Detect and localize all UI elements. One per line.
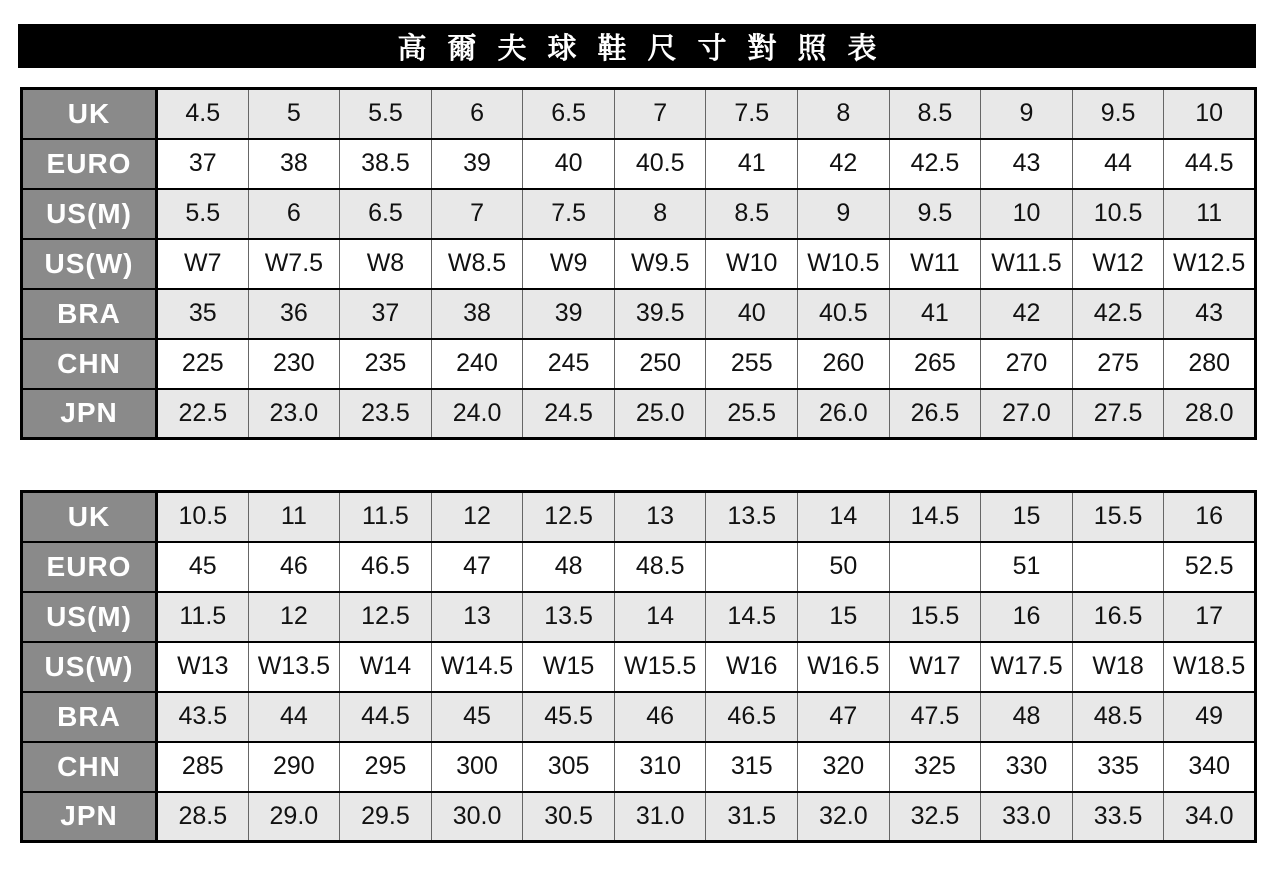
row-header-chn: CHN (22, 742, 157, 792)
size-cell (706, 542, 798, 592)
size-cell: 51 (981, 542, 1073, 592)
size-cell: 310 (614, 742, 706, 792)
size-cell: 245 (523, 339, 615, 389)
size-cell: 270 (981, 339, 1073, 389)
size-cell: 320 (798, 742, 890, 792)
size-cell: 10.5 (1072, 189, 1164, 239)
size-cell: 285 (157, 742, 249, 792)
size-cell: 31.5 (706, 792, 798, 842)
size-cell: 6.5 (340, 189, 432, 239)
size-cell: 230 (248, 339, 340, 389)
size-cell: 5.5 (340, 89, 432, 139)
size-cell: 11 (1164, 189, 1256, 239)
size-cell: 16 (981, 592, 1073, 642)
size-cell: 6 (431, 89, 523, 139)
table-row (22, 792, 1256, 842)
size-cell: W8.5 (431, 239, 523, 289)
size-cell: 25.0 (614, 389, 706, 439)
size-cell: W8 (340, 239, 432, 289)
size-cell: 43.5 (157, 692, 249, 742)
size-cell: W16.5 (798, 642, 890, 692)
size-cell: 46.5 (706, 692, 798, 742)
row-header-euro: EURO (22, 542, 157, 592)
size-cell: 52.5 (1164, 542, 1256, 592)
size-cell: W10 (706, 239, 798, 289)
size-cell: 12.5 (523, 492, 615, 542)
size-cell: W16 (706, 642, 798, 692)
row-header-us-m: US(M) (22, 592, 157, 642)
size-cell: 40.5 (798, 289, 890, 339)
size-cell: W18.5 (1164, 642, 1256, 692)
table-row (22, 339, 1256, 389)
size-cell: 45 (157, 542, 249, 592)
size-cell: 260 (798, 339, 890, 389)
size-cell: 26.0 (798, 389, 890, 439)
size-cell: 40 (706, 289, 798, 339)
size-cell: 7 (431, 189, 523, 239)
table-row (22, 642, 1256, 692)
size-cell: 46.5 (340, 542, 432, 592)
size-cell: 46 (614, 692, 706, 742)
size-cell: 305 (523, 742, 615, 792)
size-cell: 37 (157, 139, 249, 189)
size-cell: 47 (431, 542, 523, 592)
size-cell: 12 (248, 592, 340, 642)
size-cell: 240 (431, 339, 523, 389)
size-cell: 265 (889, 339, 981, 389)
size-cell: 40.5 (614, 139, 706, 189)
size-cell: W14 (340, 642, 432, 692)
size-cell: 39 (431, 139, 523, 189)
size-cell: 43 (1164, 289, 1256, 339)
size-cell: 48.5 (1072, 692, 1164, 742)
page-title: 高爾夫球鞋尺寸對照表 (397, 32, 898, 65)
size-cell: 8 (798, 89, 890, 139)
size-cell: 8.5 (706, 189, 798, 239)
size-cell: 250 (614, 339, 706, 389)
size-cell: 23.5 (340, 389, 432, 439)
size-cell: 41 (706, 139, 798, 189)
size-cell: 12 (431, 492, 523, 542)
size-cell: 22.5 (157, 389, 249, 439)
size-cell: 9 (798, 189, 890, 239)
size-cell: 35 (157, 289, 249, 339)
size-cell: 41 (889, 289, 981, 339)
size-cell: 5 (248, 89, 340, 139)
row-header-bra: BRA (22, 692, 157, 742)
size-cell: 16 (1164, 492, 1256, 542)
size-cell: 30.0 (431, 792, 523, 842)
size-cell: 5.5 (157, 189, 249, 239)
size-cell: W7 (157, 239, 249, 289)
size-cell: 9 (981, 89, 1073, 139)
size-cell: 42.5 (1072, 289, 1164, 339)
table-row (22, 492, 1256, 542)
size-cell (889, 542, 981, 592)
size-cell: 14.5 (706, 592, 798, 642)
size-cell: 42 (981, 289, 1073, 339)
size-cell: 9.5 (1072, 89, 1164, 139)
size-cell: 340 (1164, 742, 1256, 792)
size-cell: 38 (431, 289, 523, 339)
size-cell (1072, 542, 1164, 592)
size-table-lower (20, 490, 1257, 843)
size-cell: 29.0 (248, 792, 340, 842)
table-row (22, 289, 1256, 339)
size-cell: 315 (706, 742, 798, 792)
table-row (22, 139, 1256, 189)
size-cell: 7.5 (706, 89, 798, 139)
size-cell: 23.0 (248, 389, 340, 439)
size-cell: 330 (981, 742, 1073, 792)
size-cell: W9.5 (614, 239, 706, 289)
size-cell: 11 (248, 492, 340, 542)
size-cell: 38 (248, 139, 340, 189)
size-cell: 10 (1164, 89, 1256, 139)
size-cell: W11 (889, 239, 981, 289)
size-cell: 300 (431, 742, 523, 792)
size-cell: W7.5 (248, 239, 340, 289)
size-cell: 6 (248, 189, 340, 239)
size-cell: 50 (798, 542, 890, 592)
table-row (22, 239, 1256, 289)
size-cell: 9.5 (889, 189, 981, 239)
size-cell: 8.5 (889, 89, 981, 139)
size-cell: 14 (798, 492, 890, 542)
size-cell: 42 (798, 139, 890, 189)
size-cell: 47.5 (889, 692, 981, 742)
row-header-chn: CHN (22, 339, 157, 389)
row-header-us-m: US(M) (22, 189, 157, 239)
size-cell: 12.5 (340, 592, 432, 642)
size-cell: W17.5 (981, 642, 1073, 692)
size-cell: 15 (798, 592, 890, 642)
size-cell: 36 (248, 289, 340, 339)
row-header-jpn: JPN (22, 792, 157, 842)
row-header-jpn: JPN (22, 389, 157, 439)
size-cell: 28.0 (1164, 389, 1256, 439)
size-cell: 38.5 (340, 139, 432, 189)
size-cell: 6.5 (523, 89, 615, 139)
size-cell: 13 (431, 592, 523, 642)
size-cell: 48 (523, 542, 615, 592)
size-cell: 29.5 (340, 792, 432, 842)
table-row (22, 592, 1256, 642)
size-cell: 45.5 (523, 692, 615, 742)
size-cell: 37 (340, 289, 432, 339)
size-cell: 44 (248, 692, 340, 742)
size-cell: 13.5 (706, 492, 798, 542)
size-cell: 15.5 (889, 592, 981, 642)
row-header-euro: EURO (22, 139, 157, 189)
size-cell: 30.5 (523, 792, 615, 842)
size-cell: W15 (523, 642, 615, 692)
size-cell: 10.5 (157, 492, 249, 542)
size-cell: 39.5 (614, 289, 706, 339)
size-cell: 44 (1072, 139, 1164, 189)
size-cell: 11.5 (340, 492, 432, 542)
size-cell: 17 (1164, 592, 1256, 642)
row-header-us-w: US(W) (22, 642, 157, 692)
size-cell: W12.5 (1164, 239, 1256, 289)
size-cell: 24.0 (431, 389, 523, 439)
size-cell: 13 (614, 492, 706, 542)
size-cell: W13 (157, 642, 249, 692)
size-cell: 33.0 (981, 792, 1073, 842)
size-cell: 4.5 (157, 89, 249, 139)
size-cell: 8 (614, 189, 706, 239)
size-cell: W15.5 (614, 642, 706, 692)
size-cell: 16.5 (1072, 592, 1164, 642)
size-cell: 15 (981, 492, 1073, 542)
size-cell: 47 (798, 692, 890, 742)
size-cell: W12 (1072, 239, 1164, 289)
size-cell: 280 (1164, 339, 1256, 389)
size-cell: 32.5 (889, 792, 981, 842)
size-cell: W11.5 (981, 239, 1073, 289)
table-row (22, 89, 1256, 139)
size-cell: 24.5 (523, 389, 615, 439)
size-cell: 43 (981, 139, 1073, 189)
size-cell: 33.5 (1072, 792, 1164, 842)
size-cell: 335 (1072, 742, 1164, 792)
row-header-uk: UK (22, 492, 157, 542)
size-cell: 27.5 (1072, 389, 1164, 439)
row-header-bra: BRA (22, 289, 157, 339)
size-cell: 255 (706, 339, 798, 389)
size-table-upper (20, 87, 1257, 440)
size-cell: 235 (340, 339, 432, 389)
size-cell: 11.5 (157, 592, 249, 642)
size-cell: 25.5 (706, 389, 798, 439)
size-cell: 325 (889, 742, 981, 792)
size-cell: 39 (523, 289, 615, 339)
size-cell: 44.5 (1164, 139, 1256, 189)
title-bar (18, 24, 1256, 68)
size-cell: 7 (614, 89, 706, 139)
size-cell: W14.5 (431, 642, 523, 692)
size-cell: 295 (340, 742, 432, 792)
size-cell: 15.5 (1072, 492, 1164, 542)
size-cell: 44.5 (340, 692, 432, 742)
table-row (22, 542, 1256, 592)
size-cell: 26.5 (889, 389, 981, 439)
size-cell: 225 (157, 339, 249, 389)
size-cell: 32.0 (798, 792, 890, 842)
size-cell: 7.5 (523, 189, 615, 239)
row-header-uk: UK (22, 89, 157, 139)
size-cell: 14.5 (889, 492, 981, 542)
table-row (22, 692, 1256, 742)
table-row (22, 742, 1256, 792)
size-cell: 49 (1164, 692, 1256, 742)
size-cell: 31.0 (614, 792, 706, 842)
size-cell: W9 (523, 239, 615, 289)
size-cell: W18 (1072, 642, 1164, 692)
size-cell: 40 (523, 139, 615, 189)
size-cell: 48 (981, 692, 1073, 742)
table-row (22, 389, 1256, 439)
size-cell: 28.5 (157, 792, 249, 842)
size-cell: W13.5 (248, 642, 340, 692)
size-cell: 27.0 (981, 389, 1073, 439)
size-cell: 275 (1072, 339, 1164, 389)
size-cell: 45 (431, 692, 523, 742)
size-cell: 34.0 (1164, 792, 1256, 842)
size-cell: 46 (248, 542, 340, 592)
size-cell: 48.5 (614, 542, 706, 592)
size-cell: W17 (889, 642, 981, 692)
table-row (22, 189, 1256, 239)
size-cell: W10.5 (798, 239, 890, 289)
size-cell: 290 (248, 742, 340, 792)
size-cell: 42.5 (889, 139, 981, 189)
size-cell: 10 (981, 189, 1073, 239)
size-cell: 13.5 (523, 592, 615, 642)
row-header-us-w: US(W) (22, 239, 157, 289)
size-cell: 14 (614, 592, 706, 642)
